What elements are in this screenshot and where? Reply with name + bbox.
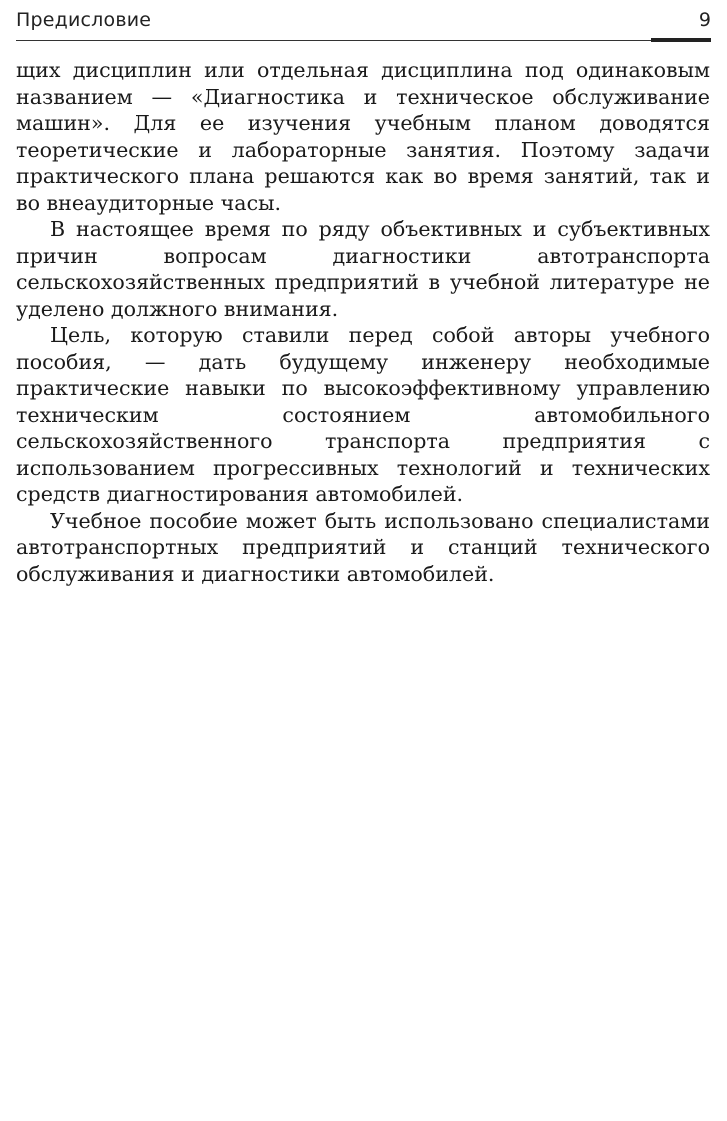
header-rule-accent [651, 38, 711, 42]
paragraph: В настоящее время по ряду объективных и субъективных причин вопросам диагностики автотранспорта сельскохозяйственных предприятий в учебной литературе не уделено должного внимания. [16, 217, 710, 321]
page-number: 9 [698, 9, 711, 31]
body-text [16, 57, 710, 587]
section-title: Предисловие [16, 9, 152, 31]
paragraph: Учебное пособие может быть использовано специалистами автотранспортных предприятий и станций технического обслуживания и диагностики автомобилей. [16, 508, 710, 586]
header-rule [16, 40, 711, 41]
paragraph-continued: щих дисциплин или отдельная дисциплина под одинаковым названием — «Диагностика и техническое обслуживание машин». Для ее изучения учебным планом доводятся теоретические и лабораторные занятия. Поэтому задачи практического плана решаются как во время занятий, так и во внеаудиторные часы. [16, 58, 710, 215]
running-header [16, 6, 711, 38]
paragraph: Цель, которую ставили перед собой авторы учебного пособия, — дать будущему инженеру необходимые практические навыки по высокоэффективному управлению техническим состоянием автомобильного сельскохозяйственного транспорта предприятия с использованием прогрессивных технологий и технических средств диагностирования автомобилей. [16, 323, 710, 506]
